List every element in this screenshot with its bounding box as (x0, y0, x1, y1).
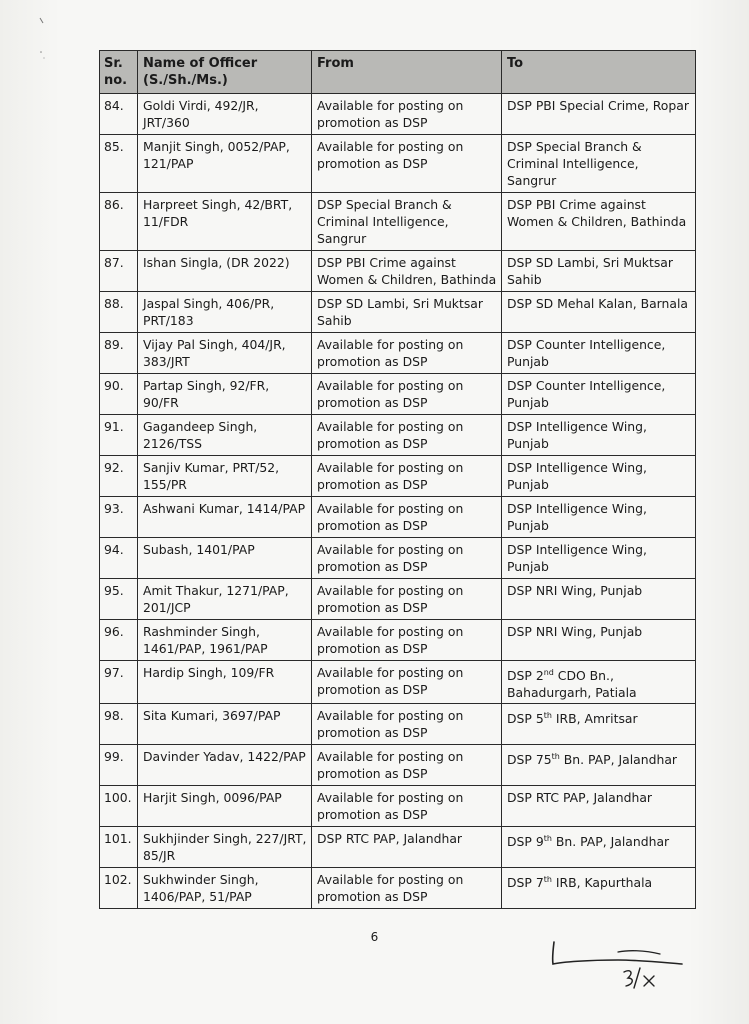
cell-to (502, 868, 696, 909)
header-to: To (502, 51, 696, 94)
cell-to: DSP PBI Crime against Women & Children, Bathinda (502, 193, 696, 251)
table-row (100, 251, 696, 292)
cell-officer-name: Sukhwinder Singh, 1406/PAP, 51/PAP (138, 868, 312, 909)
cell-officer-name: Rashminder Singh, 1461/PAP, 1961/PAP (138, 620, 312, 661)
cell-sr-no: 102. (100, 868, 138, 909)
table-row (100, 868, 696, 909)
table-row (100, 292, 696, 333)
cell-officer-name: Sanjiv Kumar, PRT/52, 155/PR (138, 456, 312, 497)
cell-from: Available for posting on promotion as DSP (312, 135, 502, 193)
table-row (100, 538, 696, 579)
cell-from: Available for posting on promotion as DSP (312, 415, 502, 456)
cell-sr-no: 96. (100, 620, 138, 661)
cell-to (502, 827, 696, 868)
cell-to: DSP SD Lambi, Sri Muktsar Sahib (502, 251, 696, 292)
cell-to: DSP NRI Wing, Punjab (502, 620, 696, 661)
cell-from: DSP Special Branch & Criminal Intelligence, Sangrur (312, 193, 502, 251)
cell-officer-name: Hardip Singh, 109/FR (138, 661, 312, 704)
cell-officer-name: Ishan Singla, (DR 2022) (138, 251, 312, 292)
cell-to: DSP RTC PAP, Jalandhar (502, 786, 696, 827)
cell-sr-no: 97. (100, 661, 138, 704)
cell-officer-name: Sita Kumari, 3697/PAP (138, 704, 312, 745)
header-sr-no: Sr. no. (100, 51, 138, 94)
header-name-of-officer: Name of Officer (S./Sh./Ms.) (138, 51, 312, 94)
table-row (100, 745, 696, 786)
posting-table (99, 50, 696, 909)
cell-from: Available for posting on promotion as DSP (312, 579, 502, 620)
cell-sr-no: 99. (100, 745, 138, 786)
cell-to-text-rest: IRB, Amritsar (551, 711, 638, 727)
cell-from: Available for posting on promotion as DSP (312, 704, 502, 745)
table-row (100, 579, 696, 620)
table-header-row (100, 51, 696, 94)
cell-to (502, 745, 696, 786)
cell-officer-name: Jaspal Singh, 406/PR, PRT/183 (138, 292, 312, 333)
cell-officer-name: Harjit Singh, 0096/PAP (138, 786, 312, 827)
cell-to-text: DSP 2 (507, 668, 544, 684)
cell-officer-name: Partap Singh, 92/FR, 90/FR (138, 374, 312, 415)
cell-from: DSP RTC PAP, Jalandhar (312, 827, 502, 868)
cell-sr-no: 86. (100, 193, 138, 251)
table-row (100, 704, 696, 745)
cell-sr-no: 101. (100, 827, 138, 868)
table-row (100, 333, 696, 374)
cell-sr-no: 92. (100, 456, 138, 497)
cell-to-ordinal: th (543, 834, 552, 844)
cell-to: DSP Intelligence Wing, Punjab (502, 415, 696, 456)
cell-to: DSP Counter Intelligence, Punjab (502, 374, 696, 415)
cell-to-text: DSP 5 (507, 711, 544, 727)
cell-to: DSP PBI Special Crime, Ropar (502, 94, 696, 135)
table-row (100, 661, 696, 704)
cell-to-text-rest: Bn. PAP, Jalandhar (551, 834, 670, 850)
cell-to: DSP Intelligence Wing, Punjab (502, 538, 696, 579)
cell-from: DSP SD Lambi, Sri Muktsar Sahib (312, 292, 502, 333)
cell-from: Available for posting on promotion as DSP (312, 94, 502, 135)
table-row (100, 415, 696, 456)
cell-from: Available for posting on promotion as DSP (312, 868, 502, 909)
cell-sr-no: 90. (100, 374, 138, 415)
cell-officer-name: Amit Thakur, 1271/PAP, 201/JCP (138, 579, 312, 620)
cell-from: Available for posting on promotion as DSP (312, 745, 502, 786)
cell-from: DSP PBI Crime against Women & Children, Bathinda (312, 251, 502, 292)
cell-to (502, 704, 696, 745)
cell-to-ordinal: nd (543, 668, 554, 677)
scan-speck-marks (38, 14, 68, 64)
table-row (100, 193, 696, 251)
cell-to-ordinal: th (543, 875, 552, 885)
cell-to-ordinal: th (551, 752, 560, 762)
table-row (100, 786, 696, 827)
cell-from: Available for posting on promotion as DSP (312, 497, 502, 538)
cell-from: Available for posting on promotion as DSP (312, 456, 502, 497)
table-body (100, 94, 696, 909)
cell-to-text-rest: IRB, Kapurthala (551, 875, 653, 891)
cell-officer-name: Ashwani Kumar, 1414/PAP (138, 497, 312, 538)
table-row (100, 374, 696, 415)
cell-sr-no: 89. (100, 333, 138, 374)
cell-sr-no: 87. (100, 251, 138, 292)
table-row (100, 827, 696, 868)
cell-from: Available for posting on promotion as DSP (312, 786, 502, 827)
table-row (100, 620, 696, 661)
page-number: 6 (370, 930, 379, 944)
cell-sr-no: 94. (100, 538, 138, 579)
cell-officer-name: Goldi Virdi, 492/JR, JRT/360 (138, 94, 312, 135)
header-from: From (312, 51, 502, 94)
cell-officer-name: Vijay Pal Singh, 404/JR, 383/JRT (138, 333, 312, 374)
cell-to: DSP Intelligence Wing, Punjab (502, 497, 696, 538)
cell-from: Available for posting on promotion as DSP (312, 333, 502, 374)
cell-sr-no: 91. (100, 415, 138, 456)
cell-sr-no: 93. (100, 497, 138, 538)
cell-to-text-rest: Bn. PAP, Jalandhar (559, 752, 678, 768)
table-row (100, 497, 696, 538)
cell-officer-name: Sukhjinder Singh, 227/JRT, 85/JR (138, 827, 312, 868)
cell-from: Available for posting on promotion as DSP (312, 374, 502, 415)
table-row (100, 456, 696, 497)
cell-officer-name: Manjit Singh, 0052/PAP, 121/PAP (138, 135, 312, 193)
cell-officer-name: Subash, 1401/PAP (138, 538, 312, 579)
cell-sr-no: 100. (100, 786, 138, 827)
cell-to: DSP Counter Intelligence, Punjab (502, 333, 696, 374)
cell-sr-no: 98. (100, 704, 138, 745)
cell-from: Available for posting on promotion as DSP (312, 538, 502, 579)
cell-officer-name: Harpreet Singh, 42/BRT, 11/FDR (138, 193, 312, 251)
cell-sr-no: 84. (100, 94, 138, 135)
cell-to: DSP SD Mehal Kalan, Barnala (502, 292, 696, 333)
cell-sr-no: 85. (100, 135, 138, 193)
cell-to: DSP NRI Wing, Punjab (502, 579, 696, 620)
cell-to-text: DSP 9 (507, 834, 544, 850)
table-row (100, 94, 696, 135)
cell-officer-name: Davinder Yadav, 1422/PAP (138, 745, 312, 786)
table-row (100, 135, 696, 193)
cell-sr-no: 95. (100, 579, 138, 620)
cell-to: DSP Special Branch & Criminal Intelligence, Sangrur (502, 135, 696, 193)
cell-officer-name: Gagandeep Singh, 2126/TSS (138, 415, 312, 456)
cell-to: DSP Intelligence Wing, Punjab (502, 456, 696, 497)
cell-from: Available for posting on promotion as DSP (312, 661, 502, 704)
cell-to-text: DSP 7 (507, 875, 544, 891)
cell-to-ordinal: th (543, 711, 552, 721)
cell-from: Available for posting on promotion as DSP (312, 620, 502, 661)
handwritten-signature (548, 938, 688, 998)
cell-to-text-rest: CDO Bn., Bahadurgarh, Patiala (507, 668, 637, 701)
cell-to-text: DSP 75 (507, 752, 552, 768)
cell-to (502, 661, 696, 704)
cell-sr-no: 88. (100, 292, 138, 333)
